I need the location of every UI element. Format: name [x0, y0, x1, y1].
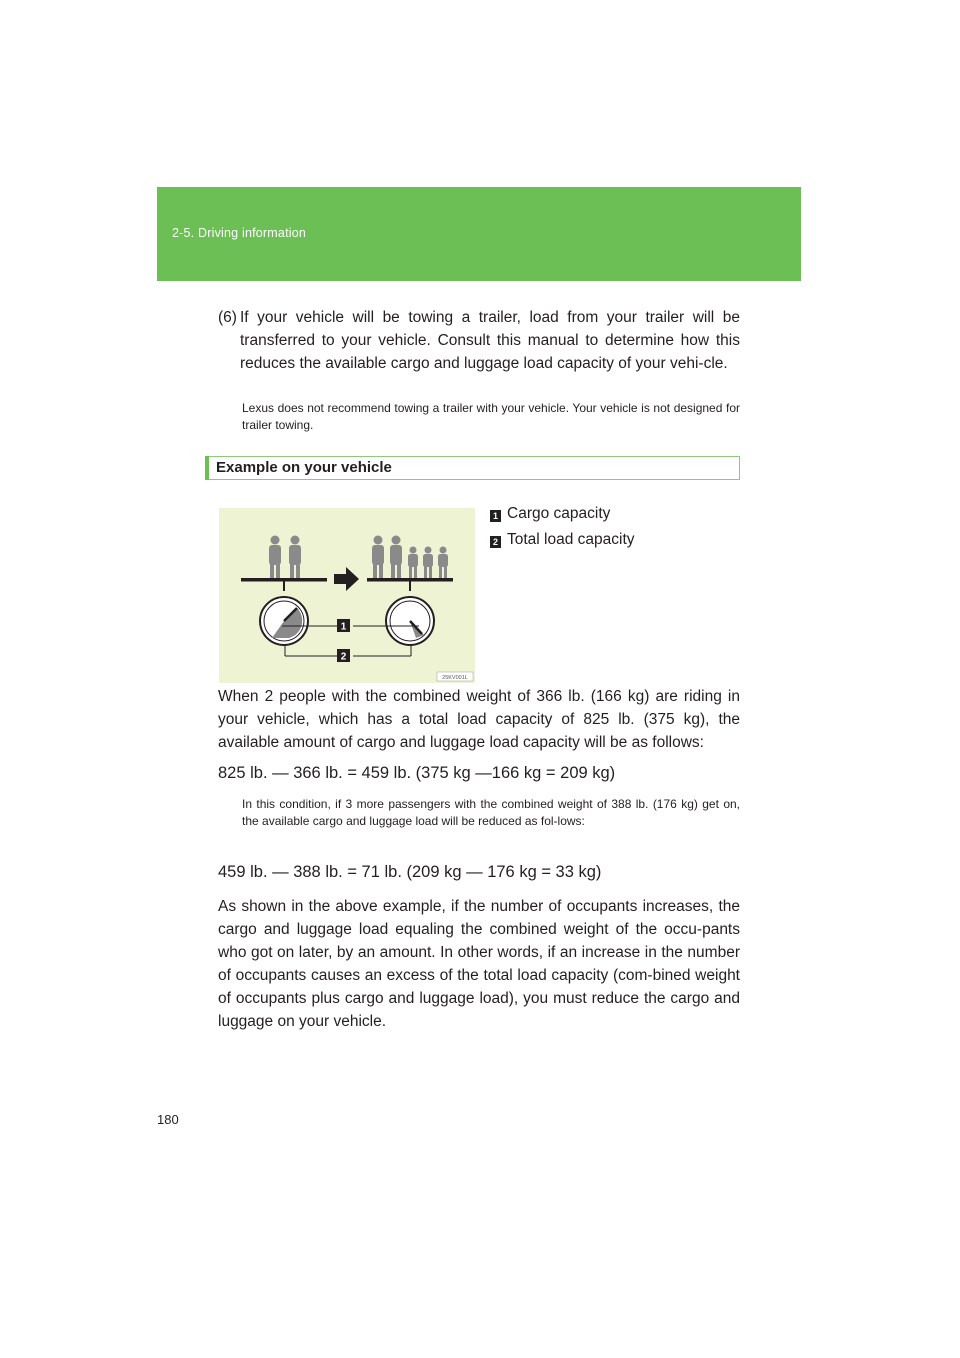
- svg-text:2: 2: [340, 651, 347, 663]
- section-label: 2-5. Driving information: [172, 226, 307, 240]
- page-number: 180: [157, 1112, 179, 1127]
- additional-passengers-note: In this condition, if 3 more passengers with the combined weight of 388 lb. (176 kg) get on, the available cargo and luggage load will be reduced as fol-lows:: [242, 797, 740, 828]
- legend-badge-2: 2: [490, 536, 501, 548]
- formula-2: 459 lb. — 388 lb. = 71 lb. (209 kg — 176 kg = 33 kg): [218, 863, 602, 881]
- example-heading-box: [205, 456, 740, 480]
- heading-accent-bar: [205, 456, 209, 480]
- right-scale-gauge: [386, 597, 434, 645]
- towing-note: Lexus does not recommend towing a trailer with your vehicle. Your vehicle is not designed for trailer towing.: [242, 401, 740, 432]
- figure-code: 25KV001L: [442, 675, 468, 681]
- left-scale-platform: [241, 578, 327, 582]
- section-header-band: [157, 187, 801, 281]
- list-item-number: (6): [218, 309, 237, 326]
- left-scale-gauge: [260, 597, 308, 645]
- list-item-6: [218, 306, 740, 375]
- list-item-text: If your vehicle will be towing a trailer, load from your trailer will be transferred to your vehicle. Consult this manual to determine how this reduces the available cargo and luggage load capacity of your vehi-cle.: [240, 309, 740, 372]
- example-heading: Example on your vehicle: [216, 459, 392, 476]
- formula-1: 825 lb. — 366 lb. = 459 lb. (375 kg —166 kg = 209 kg): [218, 764, 616, 782]
- legend-badge-1: 1: [490, 510, 501, 522]
- example-paragraph: When 2 people with the combined weight of 366 lb. (166 kg) are riding in your vehicle, which has a total load capacity of 825 lb. (375 kg), the available amount of cargo and luggage load capacity will be as follows:: [218, 688, 740, 751]
- legend-label-total: Total load capacity: [507, 531, 635, 548]
- legend-label-cargo: Cargo capacity: [507, 505, 611, 522]
- right-scale-platform: [367, 578, 453, 582]
- svg-text:1: 1: [340, 621, 347, 633]
- load-capacity-illustration: [219, 508, 475, 683]
- conclusion-paragraph: As shown in the above example, if the number of occupants increases, the cargo and luggage load equaling the combined weight of the occu-pants who got on later, by an amount. In other words, if an increase in the number of occupants causes an excess of the total load capacity (com-bined weight of occupants plus cargo and luggage load), you must reduce the cargo and luggage on your vehicle.: [218, 898, 740, 1030]
